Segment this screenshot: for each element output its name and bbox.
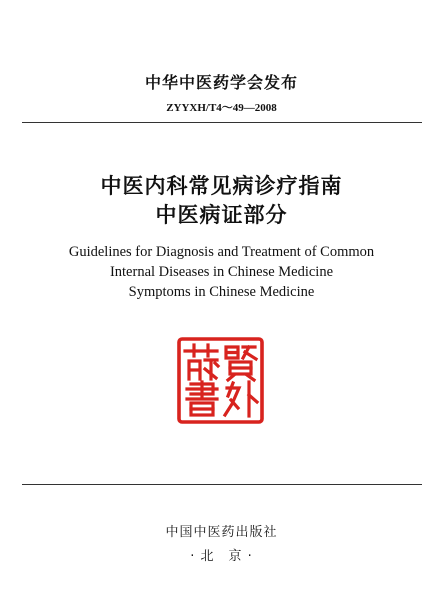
english-title-line-3: Symptoms in Chinese Medicine (128, 284, 315, 300)
issuing-organization: 中华中医药学会发布 (144, 73, 298, 92)
chinese-title-line-2: 中医病证部分 (155, 203, 288, 227)
publisher-name: 中国中医药出版社 (165, 525, 278, 540)
bottom-divider (22, 484, 422, 485)
library-seal-stamp (177, 337, 264, 424)
top-divider (22, 122, 422, 123)
publisher-city: · 北 京 · (190, 549, 253, 564)
standard-code: ZYYXH/T4～49—2008 (166, 102, 277, 114)
chinese-title-line-1: 中医内科常见病诊疗指南 (100, 174, 343, 198)
english-title-line-1: Guidelines for Diagnosis and Treatment of Common (68, 244, 375, 260)
english-title-line-2: Internal Diseases in Chinese Medicine (109, 264, 334, 280)
